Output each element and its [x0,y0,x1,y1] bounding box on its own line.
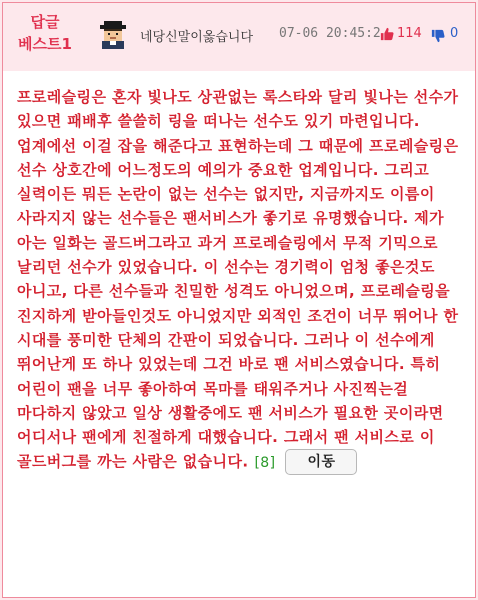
upvote-count: 114 [397,26,422,41]
best-reply-badge [9,11,81,55]
move-button[interactable]: 이동 [285,449,357,475]
reply-header [3,3,475,71]
author-name[interactable]: 네당신말이옳습니다 [140,30,254,45]
reply-body-panel [3,71,475,597]
badge-line-1: 답글 [30,13,60,31]
reply-reference-count[interactable]: [8] [254,454,276,471]
reply-content [17,85,465,475]
downvote-count: 0 [450,26,459,41]
thumbs-up-icon[interactable] [380,27,394,41]
reply-card [2,2,476,598]
badge-line-2: 베스트1 [18,35,72,53]
reply-body-text: 프로레슬링은 혼자 빛나도 상관없는 록스타와 달리 빛나는 선수가 있으면 패배후 쓸쓸히 링을 떠나는 선수도 있기 마련입니다. 업계에선 이걸 잡을 해준다고 표현하는데 그 때문에 프로레슬링은 선수 상호간에 어느정도의 예의가 중요한 업계입니다. 그리고 실력이든 뭐든 논란이 없는 선수는 없지만, 지금까지도 이름이 사라지지 않는 선수들은 팬서비스가 좋기로 유명했습니다. 제가 아는 일화는 골드버그라고 과거 프로레슬링에서 무적 기믹으로 날리던 선수가 있었습니다. 이 선수는 경기력이 엄청 좋은것도 아니고, 다른 선수들과 친밀한 성격도 아니었으며, 프로레슬링을 진지하게 받아들인것도 아니었지만 외적인 조건이 너무 뛰어나 한 시대를 풍미한 단체의 간판이 되었습니다. 그러나 이 선수에게 뛰어난게 또 하나 있었는데 그건 바로 팬 서비스였습니다. 특히 어린이 팬을 너무 좋아하여 목마를 태워주거나 사진찍는걸 마다하지 않았고 일상 생활중에도 팬 서비스가 필요한 곳이라면 어디서나 팬에게 친절하게 대했습니다. 그래서 팬 서비스로 이 골드버그를 까는 사람은 없습니다. [17,88,459,471]
pixel-avatar-icon[interactable] [100,21,126,49]
thumbs-down-icon[interactable] [431,29,445,43]
post-timestamp: 07-06 20:45:2 [279,26,381,41]
